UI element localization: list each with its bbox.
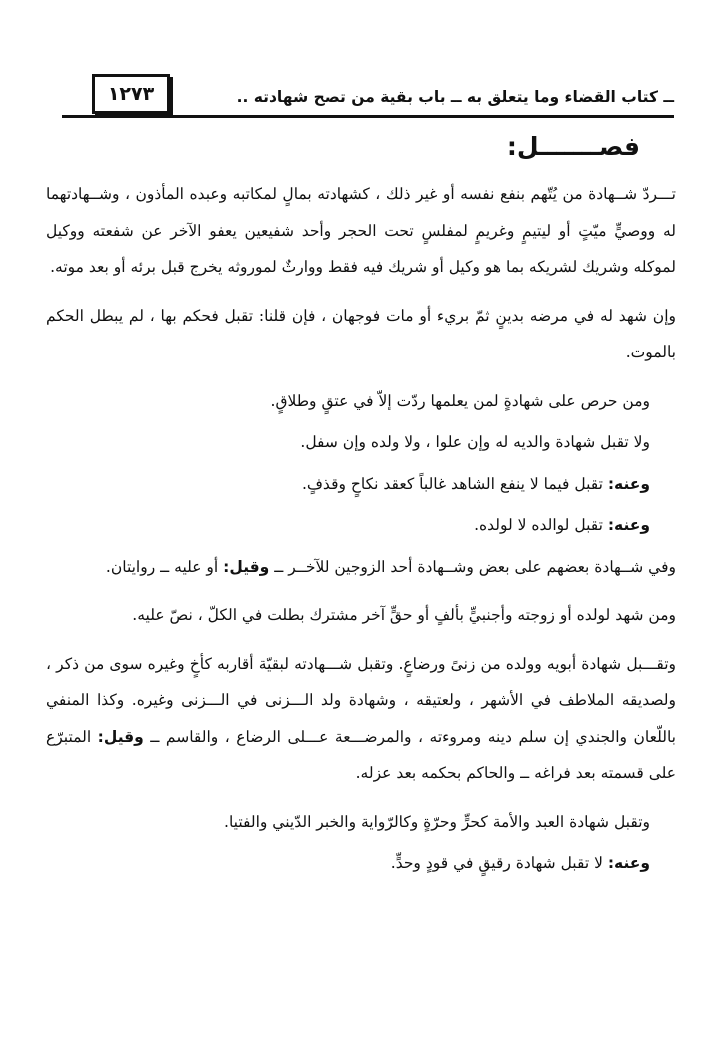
page-number: ١٢٧٣	[92, 74, 170, 114]
paragraph-text: وإن شهد له في مرضه بدينٍ ثمّ بريء أو مات فوجهان ، فإن قلنا: تقبل فحكم بها ، لم يبطل الحكم بالموت.	[46, 306, 676, 361]
paragraph-7	[46, 549, 676, 586]
paragraph-text: وتقـــبل شهادة أبويه وولده من زنىً ورضاعٍ. وتقبل شـــهادته لبقيّة أقاربه كأخٍ وغيره سوى من ذكر ، ولصديقه الملاطف في الأشهر ، ولعتيقه ، وشهادة ولد الـــزنى في الـــزنى وغيره. وكذا المنفي باللّعان والجندي إن سلم دينه ومروءته ، والمرضـــعة عـــلى الرضاع ، والقاسم ــ	[46, 654, 676, 746]
paragraph-8	[46, 597, 676, 634]
section-heading: فصـــــــل:	[506, 132, 640, 161]
narration-label: وعنه:	[607, 474, 650, 493]
paragraph-3	[46, 383, 676, 420]
qil-label: وقيل:	[223, 557, 270, 576]
narration-label: وعنه:	[607, 516, 650, 534]
paragraph-11	[46, 845, 676, 882]
paragraph-4	[46, 424, 676, 461]
running-title: ــ كتاب القضاء وما يتعلق به ــ باب بقية من تصح شهادته ..	[236, 88, 674, 106]
paragraph-5	[46, 466, 676, 503]
paragraph-text: تـــردّ شــهادة من يُتّهم بنفع نفسه أو غير ذلك ، كشهادته بمالٍ لمكاتبه وعبده المأذون ، وشــهادتهما له ووصيٍّ ميّتٍ أو ليتيمٍ وغريمٍ لمفلسٍ تحت الحجر وأحد شفيعين يعفو الآخر عن شفعته ووكيل لموكله وشريك لشريكه بما هو وكيل أو شريك فيه فقط ووارثٌ لموروثه يخرج قبل برئه أو بعد موته.	[46, 185, 676, 276]
paragraph-text: وتقبل شهادة العبد والأمة كحرٍّ وحرّةٍ وكالرّواية والخبر الدّيني والفتيا.	[224, 812, 650, 831]
paragraph-10	[46, 804, 676, 841]
qil-label: وقيل:	[97, 727, 144, 746]
paragraph-text: لا تقبل شهادة رقيقٍ في قودٍ وحدٍّ.	[390, 854, 608, 872]
paragraph-text: ولا تقبل شهادة والديه له وإن علوا ، ولا ولده وإن سفل.	[300, 433, 650, 451]
paragraph-6	[46, 507, 676, 544]
paragraph-text: وفي شــهادة بعضهم على بعض وشــهادة أحد الزوجين للآخــر ــ	[269, 557, 676, 576]
paragraph-text: ومن حرص على شهادةٍ لمن يعلمها ردّت إلاّ في عتقٍ وطلاقٍ.	[270, 391, 650, 410]
body-text	[46, 176, 676, 887]
paragraph-text-after: المتبرّع على قسمته بعد فراغه ــ والحاكم بحكمه بعد عزله.	[46, 727, 676, 782]
header-rule	[62, 115, 674, 118]
paragraph-text: تقبل لوالده لا لولده.	[474, 516, 608, 534]
paragraph-2	[46, 298, 676, 371]
paragraph-9	[46, 646, 676, 792]
paragraph-text-after: أو عليه ــ روايتان.	[105, 557, 224, 576]
paragraph-1	[46, 176, 676, 286]
paragraph-text: تقبل فيما لا ينفع الشاهد غالباً كعقد نكاحٍ وقذفٍ.	[301, 474, 608, 493]
page-header	[62, 74, 674, 124]
paragraph-text: ومن شهد لولده أو زوجته وأجنبيٍّ بألفٍ أو حقٍّ آخر مشترك بطلت في الكلّ ، نصّ عليه.	[132, 606, 676, 624]
narration-label: وعنه:	[607, 854, 650, 872]
